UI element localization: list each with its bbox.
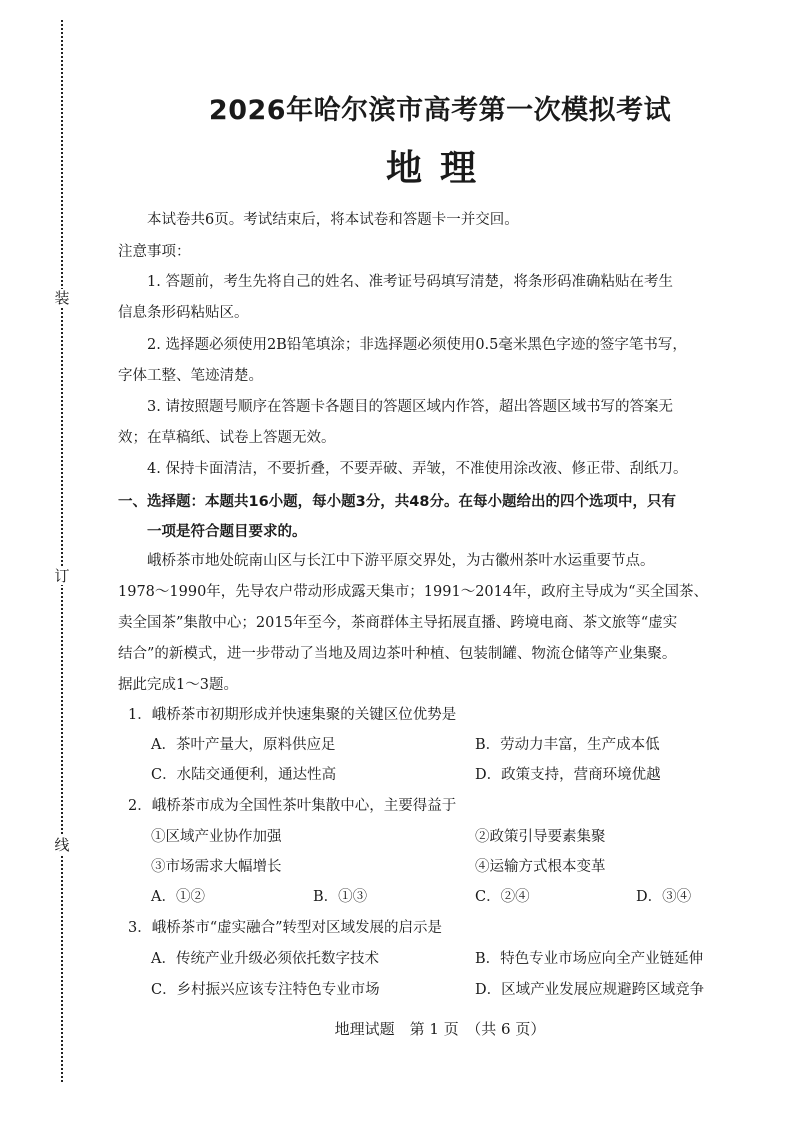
question-1-option-a: A．茶叶产量大，原料供应足	[151, 737, 336, 753]
passage-line-5: 据此完成1～3题。	[118, 677, 238, 693]
notice-item-1-line-1: 1. 答题前，考生先将自己的姓名、准考证号码填写清楚，将条形码准确粘贴在考生	[147, 274, 673, 290]
question-3-stem: 3．峨桥茶市“虚实融合”转型对区域发展的启示是	[128, 920, 443, 936]
section-1-heading-line-2: 一项是符合题目要求的。	[147, 524, 307, 540]
notice-item-1-line-2: 信息条形码粘贴区。	[118, 305, 249, 321]
notice-item-2-line-1: 2. 选择题必须使用2B铅笔填涂；非选择题必须使用0.5毫米黑色字迹的签字笔书写，	[147, 337, 687, 353]
question-1-option-c: C．水陆交通便利，通达性高	[151, 767, 337, 783]
binding-char-xian: 线	[54, 836, 70, 854]
question-3-option-a: A．传统产业升级必须依托数字技术	[151, 951, 379, 967]
question-2-stem: 2．峨桥茶市成为全国性茶叶集散中心，主要得益于	[128, 798, 457, 814]
notice-item-3-line-1: 3. 请按照题号顺序在答题卡各题目的答题区域内作答，超出答题区域书写的答案无	[147, 399, 673, 415]
passage-line-2: 1978～1990年，先导农户带动形成露天集市；1991～2014年，政府主导成为“买全国茶、	[118, 584, 709, 600]
exam-title: 2026年哈尔滨市高考第一次模拟考试	[208, 95, 672, 126]
intro-text: 本试卷共6页。考试结束后，将本试卷和答题卡一并交回。	[147, 212, 519, 228]
passage-line-4: 结合”的新模式，进一步带动了当地及周边茶叶种植、包装制罐、物流仓储等产业集聚。	[118, 646, 677, 662]
question-2-statement-2: ②政策引导要素集聚	[475, 829, 606, 845]
question-1-option-b: B．劳动力丰富，生产成本低	[475, 737, 660, 753]
question-3-option-b: B．特色专业市场应向全产业链延伸	[475, 951, 704, 967]
notice-item-3-line-2: 效；在草稿纸、试卷上答题无效。	[118, 430, 336, 446]
question-1-option-d: D．政策支持，营商环境优越	[475, 767, 661, 783]
page-footer: 地理试题 第 1 页 （共 6 页）	[334, 1020, 546, 1038]
question-3-option-c: C．乡村振兴应该专注特色专业市场	[151, 982, 380, 998]
question-2-option-c: C．②④	[475, 889, 530, 905]
question-2-option-b: B．①③	[313, 889, 368, 905]
section-1-heading-line-1: 一、选择题：本题共16小题，每小题3分，共48分。在每小题给出的四个选项中，只有	[118, 494, 676, 510]
notice-item-4: 4. 保持卡面清洁，不要折叠，不要弄破、弄皱，不准使用涂改液、修正带、刮纸刀。	[147, 461, 688, 477]
question-1-stem: 1．峨桥茶市初期形成并快速集聚的关键区位优势是	[128, 707, 457, 723]
notice-item-2-line-2: 字体工整、笔迹清楚。	[118, 368, 263, 384]
question-2-option-d: D．③④	[636, 889, 692, 905]
subject-title: 地理	[385, 148, 494, 189]
passage-line-1: 峨桥茶市地处皖南山区与长江中下游平原交界处，为古徽州茶叶水运重要节点。	[147, 553, 655, 569]
passage-line-3: 卖全国茶”集散中心；2015年至今，茶商群体主导拓展直播、跨境电商、茶文旅等“虚实	[118, 615, 678, 631]
binding-char-zhuang: 装	[54, 289, 70, 307]
binding-char-ding: 订	[54, 567, 70, 585]
question-2-statement-4: ④运输方式根本变革	[475, 859, 606, 875]
question-2-option-a: A．①②	[151, 889, 205, 905]
question-2-statement-3: ③市场需求大幅增长	[151, 859, 282, 875]
binding-dotted-line	[61, 20, 63, 1082]
notice-heading: 注意事项：	[118, 244, 191, 260]
question-3-option-d: D．区域产业发展应规避跨区域竞争	[475, 982, 705, 998]
question-2-statement-1: ①区域产业协作加强	[151, 829, 282, 845]
